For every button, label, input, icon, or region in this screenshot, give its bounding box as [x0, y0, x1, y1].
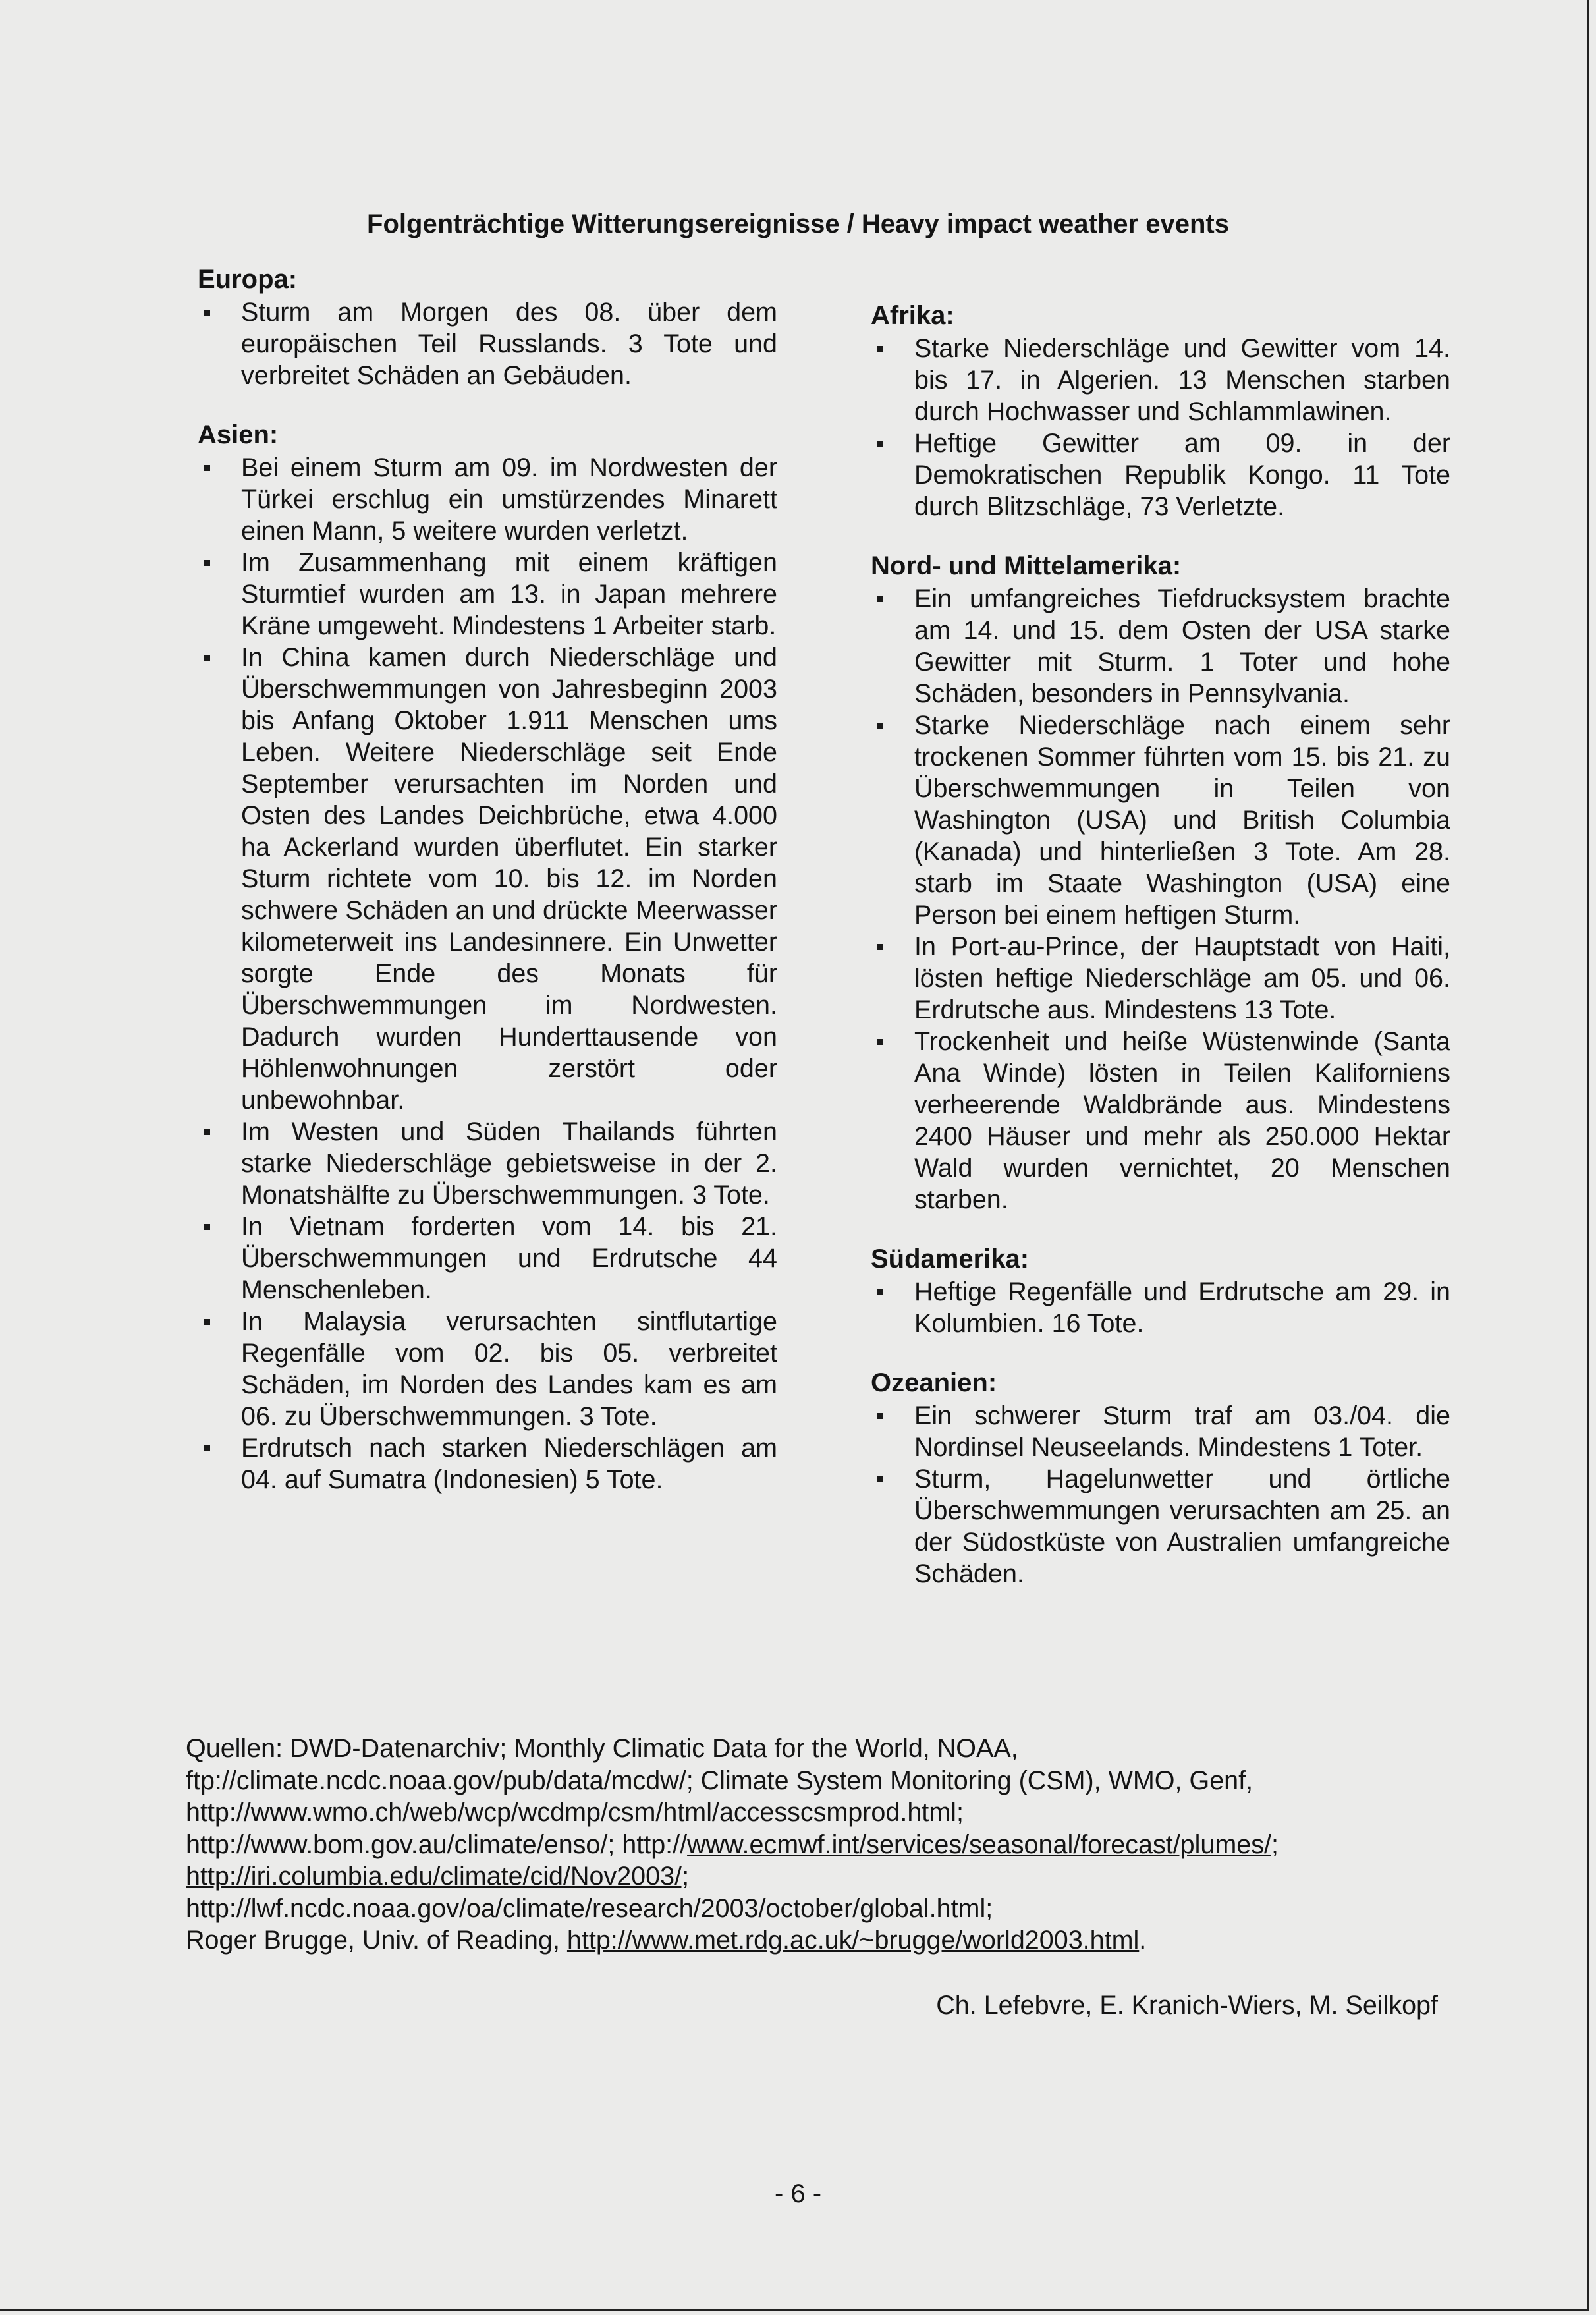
event-list	[871, 1276, 1450, 1339]
sources-line: ftp://climate.ncdc.noaa.gov/pub/data/mcdw/; Climate System Monitoring (CSM), WMO, Genf,	[186, 1766, 1253, 1795]
authors: Ch. Lefebvre, E. Kranich-Wiers, M. Seilkopf	[936, 1991, 1438, 2020]
section-heading: Nord- und Mittelamerika:	[871, 551, 1182, 580]
iri-link[interactable]: http://iri.columbia.edu/climate/cid/Nov2003/;	[186, 1862, 690, 1891]
section-heading: Ozeanien:	[871, 1368, 997, 1397]
event-list	[198, 296, 777, 391]
event-item: Ein schwerer Sturm traf am 03./04. die Nordinsel Neuseelands. Mindestens 1 Toter.	[871, 1400, 1450, 1463]
section-nord-mittelamerika	[871, 550, 1450, 1215]
sources-line	[186, 1829, 1437, 1861]
sources-block	[186, 1733, 1437, 1957]
sources-line: http://lwf.ncdc.noaa.gov/oa/climate/research/2003/october/global.html;	[186, 1893, 993, 1923]
sources-line: http://www.wmo.ch/web/wcp/wcdmp/csm/html/accesscsmprod.html;	[186, 1798, 964, 1827]
event-item: Ein umfangreiches Tiefdrucksystem brachte am 14. und 15. dem Osten der USA starke Gewitter mit Sturm. 1 Toter und hohe Schäden, besonders in Pennsylvania.	[871, 583, 1450, 710]
sources-line: Quellen: DWD-Datenarchiv; Monthly Climatic Data for the World, NOAA,	[186, 1734, 1018, 1763]
section-heading: Afrika:	[871, 301, 954, 330]
section-suedamerika	[871, 1243, 1450, 1339]
event-item: Sturm am Morgen des 08. über dem europäischen Teil Russlands. 3 Tote und verbreitet Schäden an Gebäuden.	[198, 296, 777, 391]
section-heading: Südamerika:	[871, 1244, 1030, 1273]
reading-link[interactable]: http://www.met.rdg.ac.uk/~brugge/world2003.html	[566, 1926, 1140, 1955]
sources-line	[186, 1924, 1437, 1957]
section-asien	[198, 419, 777, 1495]
sources-text: .	[1139, 1926, 1147, 1955]
sources-text: http://www.bom.gov.au/climate/enso/; http://	[186, 1829, 688, 1859]
section-afrika	[871, 300, 1450, 522]
event-item: Heftige Regenfälle und Erdrutsche am 29. in Kolumbien. 16 Tote.	[871, 1276, 1450, 1339]
event-item: Trockenheit und heiße Wüstenwinde (Santa Ana Winde) lösten in Teilen Kaliforniens verheerende Waldbrände aus. Mindestens 2400 Häuser und mehr als 250.000 Hektar Wald wurden vernichtet, 20 Menschen starben.	[871, 1026, 1450, 1215]
sources-line	[186, 1860, 1437, 1893]
event-item: In China kamen durch Niederschläge und Überschwemmungen von Jahresbeginn 2003 bis Anfang Oktober 1.911 Menschen ums Leben. Weitere Niederschläge seit Ende September verursachten im Norden und Osten des Landes Deichbrüche, etwa 4.000 ha Ackerland wurden überflutet. Ein starker Sturm richtete vom 10. bis 12. im Norden schwere Schäden an und drückte Meerwasser kilometerweit ins Landesinnere. Ein Unwetter sorgte Ende des Monats für Überschwemmungen im Nordwesten. Dadurch wurden Hunderttausende von Höhlenwohnungen zerstört oder unbewohnbar.	[198, 642, 777, 1116]
right-column	[871, 300, 1450, 1617]
event-list	[871, 1400, 1450, 1590]
page-number: - 6 -	[774, 2179, 822, 2208]
event-item: In Vietnam forderten vom 14. bis 21. Überschwemmungen und Erdrutsche 44 Menschenleben.	[198, 1211, 777, 1306]
event-item: In Port-au-Prince, der Hauptstadt von Haiti, lösten heftige Niederschläge am 05. und 06. Erdrutsche aus. Mindestens 13 Tote.	[871, 931, 1450, 1026]
page-title: Folgenträchtige Witterungsereignisse / Heavy impact weather events	[367, 209, 1229, 238]
section-europa	[198, 264, 777, 391]
event-item: Bei einem Sturm am 09. im Nordwesten der Türkei erschlug ein umstürzendes Minarett einen Mann, 5 weitere wurden verletzt.	[198, 452, 777, 547]
event-item: Sturm, Hagelunwetter und örtliche Überschwemmungen verursachten am 25. an der Südostküste von Australien umfangreiche Schäden.	[871, 1463, 1450, 1590]
section-heading: Europa:	[198, 265, 298, 294]
left-column	[198, 264, 777, 1523]
event-item: Im Zusammenhang mit einem kräftigen Sturmtief wurden am 13. in Japan mehrere Kräne umgeweht. Mindestens 1 Arbeiter starb.	[198, 547, 777, 642]
sources-text: Roger Brugge, Univ. of Reading,	[186, 1926, 567, 1955]
event-item: Erdrutsch nach starken Niederschlägen am 04. auf Sumatra (Indonesien) 5 Tote.	[198, 1432, 777, 1495]
section-heading: Asien:	[198, 420, 279, 449]
event-item: Heftige Gewitter am 09. in der Demokratischen Republik Kongo. 11 Tote durch Blitzschläge, 73 Verletzte.	[871, 428, 1450, 522]
event-item: Im Westen und Süden Thailands führten starke Niederschläge gebietsweise in der 2. Monatshälfte zu Überschwemmungen. 3 Tote.	[198, 1116, 777, 1211]
event-item: In Malaysia verursachten sintflutartige Regenfälle vom 02. bis 05. verbreitet Schäden, im Norden des Landes kam es am 06. zu Überschwemmungen. 3 Tote.	[198, 1306, 777, 1432]
event-item: Starke Niederschläge und Gewitter vom 14. bis 17. in Algerien. 13 Menschen starben durch Hochwasser und Schlammlawinen.	[871, 333, 1450, 428]
event-item: Starke Niederschläge nach einem sehr trockenen Sommer führten vom 15. bis 21. zu Überschwemmungen in Teilen von Washington (USA) und British Columbia (Kanada) und hinterließen 3 Tote. Am 28. starb im Staate Washington (USA) eine Person bei einem heftigen Sturm.	[871, 710, 1450, 931]
event-list	[871, 333, 1450, 522]
section-ozeanien	[871, 1367, 1450, 1590]
ecmwf-link[interactable]: www.ecmwf.int/services/seasonal/forecast/plumes/;	[687, 1829, 1279, 1859]
event-list	[198, 452, 777, 1495]
event-list	[871, 583, 1450, 1215]
